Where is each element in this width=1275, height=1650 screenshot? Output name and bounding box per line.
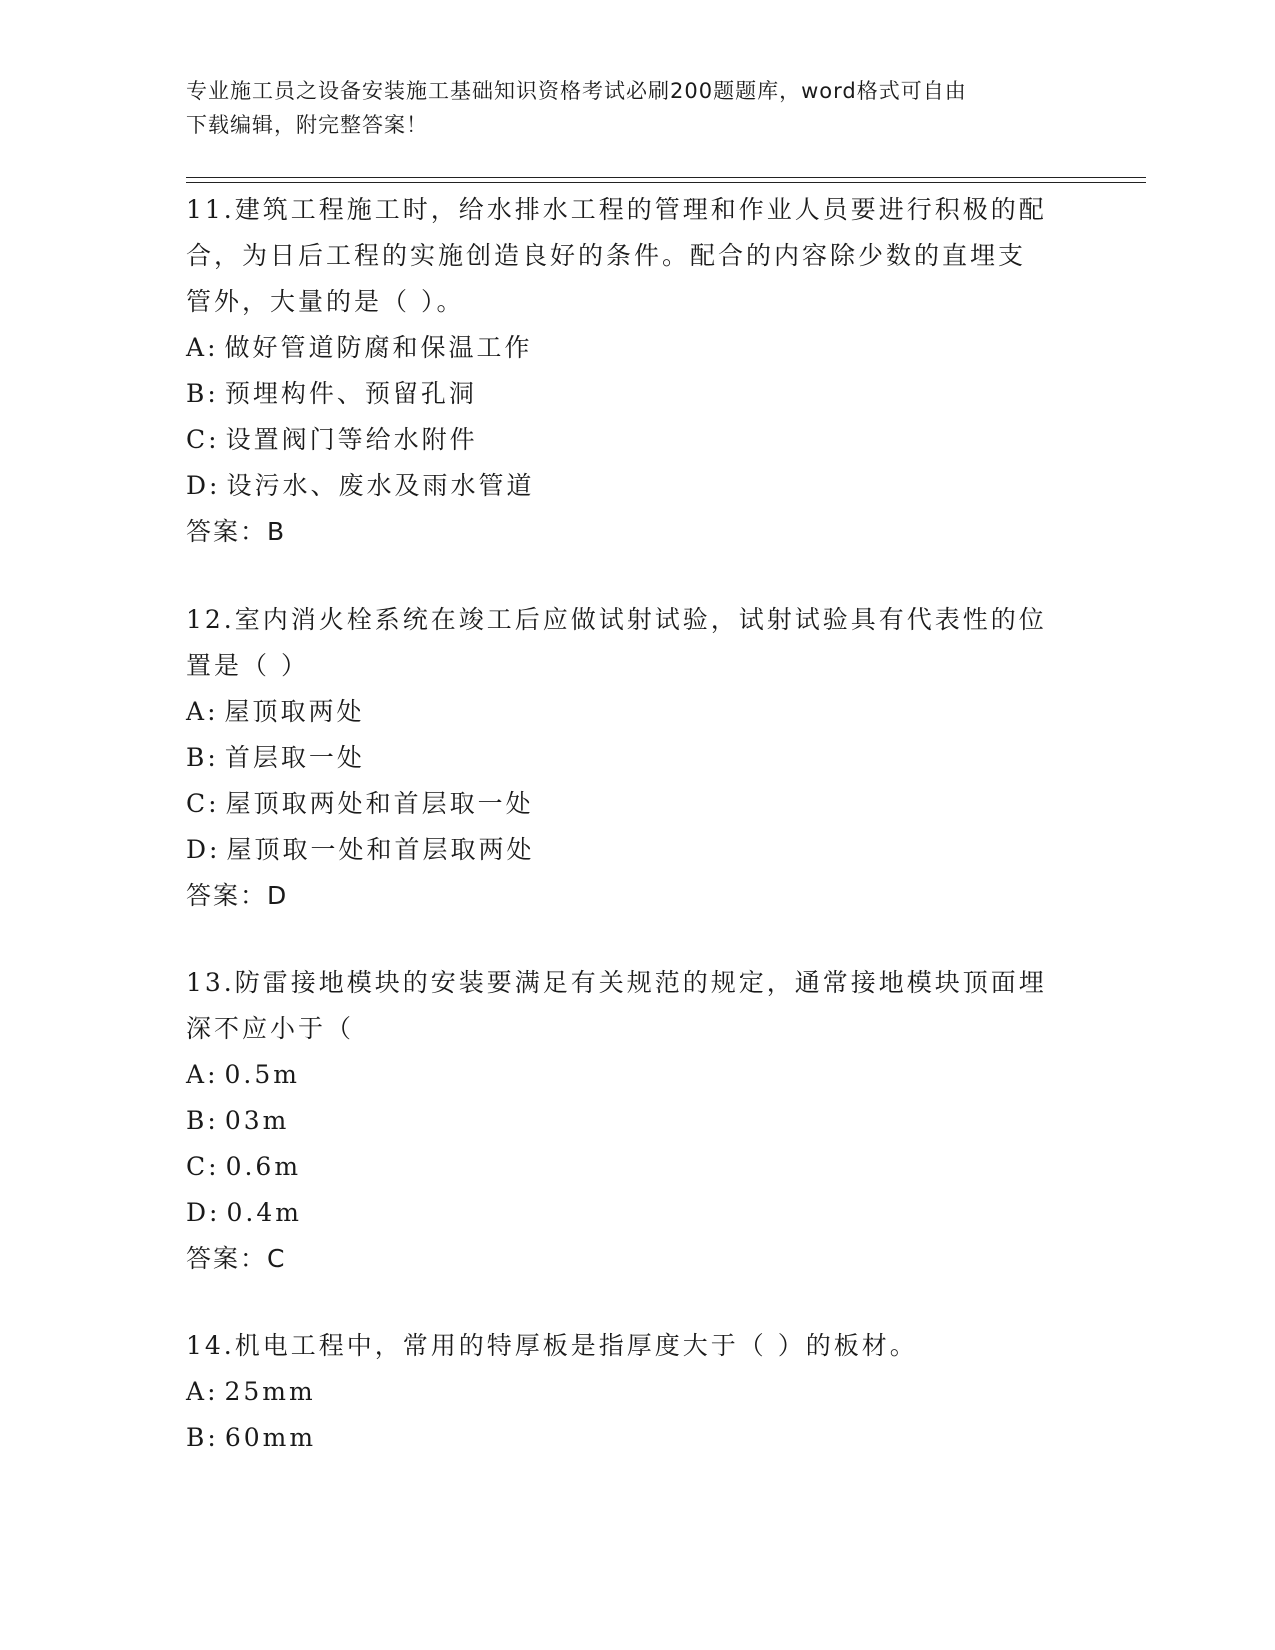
option-b: B: 60mm (186, 1423, 317, 1452)
question-stem (186, 187, 1086, 325)
stem-line: 合，为日后工程的实施创造良好的条件。配合的内容除少数的直埋支 (186, 241, 1027, 270)
option-c: C: 设置阀门等给水附件 (186, 425, 478, 454)
answer-line: 答案：C (186, 1244, 287, 1273)
option-a: A: 0.5m (186, 1060, 300, 1089)
option-b: B: 预埋构件、预留孔洞 (186, 379, 477, 408)
header-rule-top (186, 177, 1146, 178)
option-a: A: 屋顶取两处 (186, 697, 365, 726)
option-a: A: 做好管道防腐和保温工作 (186, 333, 533, 362)
option-d: D: 设污水、废水及雨水管道 (186, 471, 535, 500)
answer-line: 答案：D (186, 881, 289, 910)
question-number: 12. (186, 605, 235, 634)
option-b: B: 03m (186, 1106, 290, 1135)
stem-line: 管外，大量的是（ ）。 (186, 287, 465, 316)
header-line-2: 下载编辑，附完整答案！ (186, 113, 428, 137)
option-d: D: 屋顶取一处和首层取两处 (186, 835, 535, 864)
option-c: C: 屋顶取两处和首层取一处 (186, 789, 534, 818)
question-number: 14. (186, 1331, 235, 1360)
question-stem (186, 960, 1086, 1052)
stem-line: 11.建筑工程施工时，给水排水工程的管理和作业人员要进行积极的配 (186, 195, 1047, 224)
question-number: 13. (186, 968, 235, 997)
question-12 (186, 597, 1086, 919)
option-b: B: 首层取一处 (186, 743, 365, 772)
document-header (186, 74, 1066, 142)
stem-line: 置是（ ） (186, 651, 309, 680)
stem-line: 12.室内消火栓系统在竣工后应做试射试验，试射试验具有代表性的位 (186, 605, 1047, 634)
question-14 (186, 1323, 1086, 1461)
question-13 (186, 960, 1086, 1282)
option-c: C: 0.6m (186, 1152, 302, 1181)
option-d: D: 0.4m (186, 1198, 302, 1227)
option-a: A: 25mm (186, 1377, 316, 1406)
question-11 (186, 187, 1086, 555)
stem-line: 14.机电工程中，常用的特厚板是指厚度大于（ ）的板材。 (186, 1331, 918, 1360)
answer-line: 答案：B (186, 517, 287, 546)
stem-line: 深不应小于（ (186, 1014, 355, 1043)
header-rule-bottom (186, 182, 1146, 183)
question-stem (186, 1323, 1086, 1369)
stem-line: 13.防雷接地模块的安装要满足有关规范的规定，通常接地模块顶面埋 (186, 968, 1047, 997)
question-stem (186, 597, 1086, 689)
header-line-1: 专业施工员之设备安装施工基础知识资格考试必刷200题题库，word格式可自由 (186, 79, 967, 103)
question-number: 11. (186, 195, 235, 224)
